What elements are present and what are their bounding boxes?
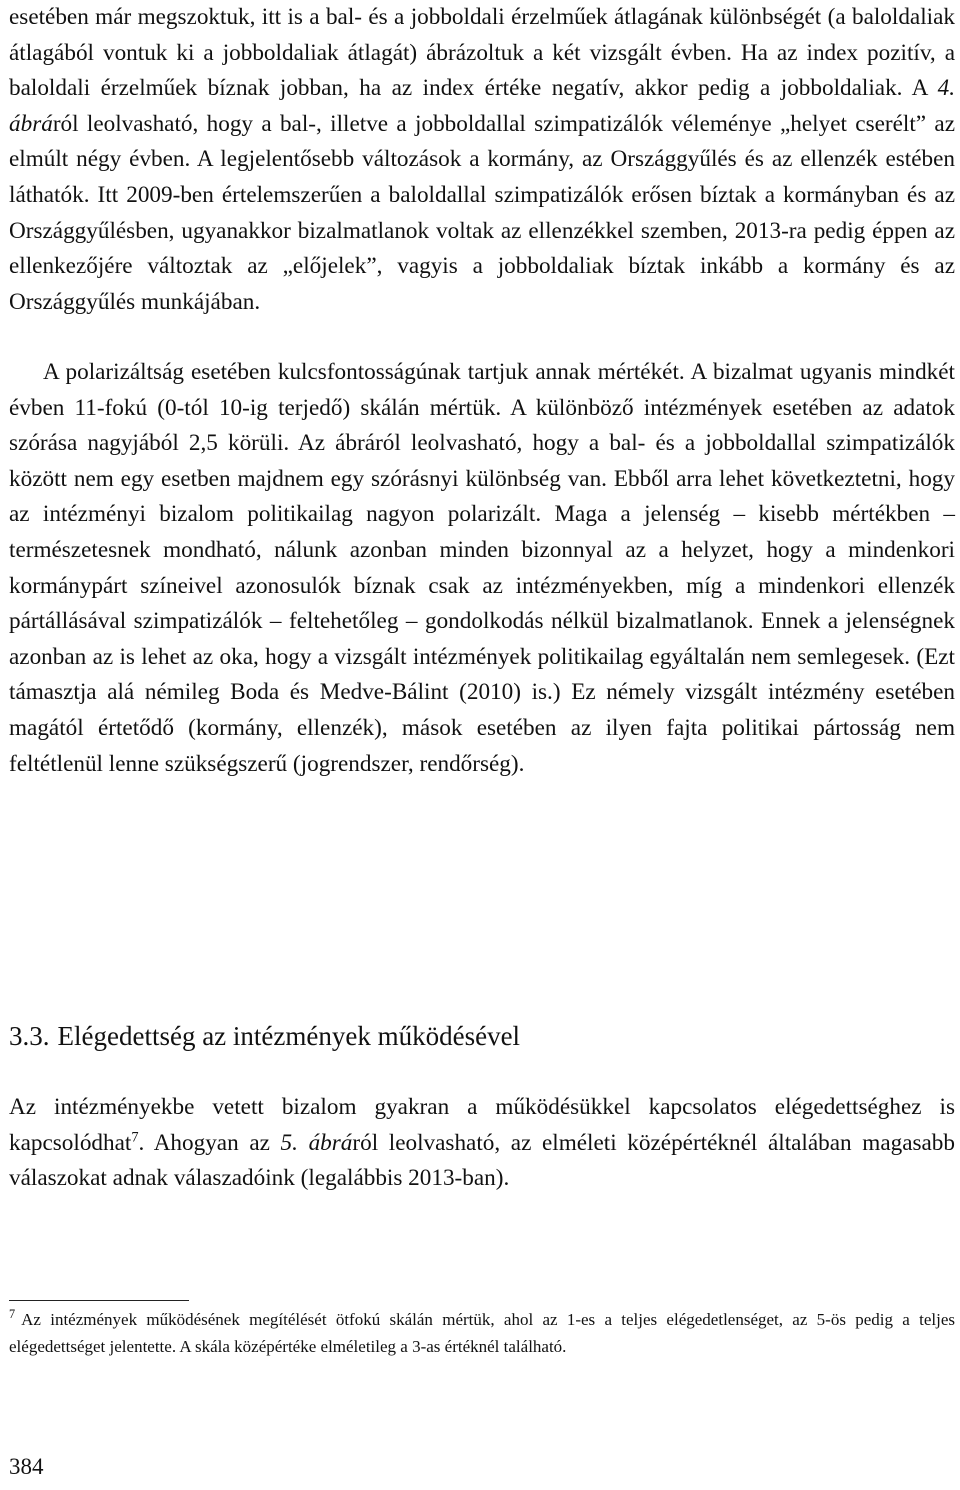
paragraph-text: ról leolvasható, hogy a bal-, illetve a jobboldallal szimpatizálók véleménye „helyet cserélt” az elmúlt négy évben. A legjelentősebb változások a kormány, az Országgyűlés és az ellenzék estében láthatók. Itt 2009-ben értelemszerűen a baloldallal szimpatizálók erősen bíztak a kormányban és az Országgyűlésben, ugyanakkor bizalmatlanok voltak az ellenzékkel szemben, 2013-ra pedig éppen az ellenkezőjére változtak az „előjelek”, vagyis a jobboldaliak bíztak inkább a kormány és az Országgyűlés munkájában.	[9, 110, 955, 315]
section-heading	[9, 1016, 955, 1056]
footnote	[9, 1307, 955, 1360]
paragraph-satisfaction	[9, 1090, 955, 1197]
paragraph-text: esetében már megszoktuk, itt is a bal- és a jobboldali érzelműek átlagának különbségét (a baloldaliak átlagából vontuk ki a jobboldaliak átlagát) ábrázoltuk a két vizsgált évben. Ha az index pozitív, a baloldali érzelműek bíznak jobban, ha az index értéke negatív, akkor pedig a jobboldaliak. A	[9, 4, 955, 102]
figure-reference: 4. ábrá	[9, 75, 955, 137]
paragraph-text: ról leolvasható, az elméleti középértéknél általában magasabb válaszokat adnak válaszadóink (legalábbis 2013-ban).	[9, 1129, 955, 1192]
footnote-reference[interactable]: 7	[131, 1128, 139, 1145]
figure-reference: 5. ábrá	[280, 1129, 353, 1156]
footnote-divider	[9, 1300, 189, 1301]
paragraph-text: . Ahogyan az	[138, 1129, 281, 1156]
section-title: Elégedettség az intézmények működésével	[57, 1021, 521, 1051]
page-number: 384	[9, 1454, 44, 1479]
footnote-text: Az intézmények működésének megítélését ötfokú skálán mértük, ahol az 1-es a teljes elégedetlenséget, az 5-ös pedig a teljes elégedettséget jelentette. A skála középértéke elméletileg a 3-as értéknél található.	[9, 1310, 955, 1356]
paragraph-polarization-index	[9, 0, 955, 320]
footnote-mark: 7	[9, 1307, 16, 1322]
paragraph-polarization-degree: A polarizáltság esetében kulcsfontosságúnak tartjuk annak mértékét. A bizalmat ugyanis mindkét évben 11-fokú (0-tól 10-ig terjedő) skálán mértük. A különböző intézmények esetében az adatok szórása nagyjából 2,5 körüli. Az ábráról leolvasható, hogy a bal- és a jobboldallal szimpatizálók között nem egy esetben majdnem egy szórásnyi különbség van. Ebből arra lehet következtetni, hogy az intézményi bizalom politikailag nagyon polarizált. Maga a jelenség – kisebb mértékben – természetesnek mondható, nálunk azonban minden bizonnyal az a helyzet, hogy a mindenkori kormánypárt színeivel azonosulók bíznak csak az intézményekben, míg a mindenkori ellenzék pártállásával szimpatizálók – feltehetőleg – gondolkodás nélkül bizalmatlanok. Ennek a jelenségnek azonban az is lehet az oka, hogy a vizsgált intézmények politikailag egyáltalán nem semlegesek. (Ezt támasztja alá némileg Boda és Medve-Bálint (2010) is.) Ez némely vizsgált intézmény esetében magától értetődő (kormány, ellenzék), mások esetében az ilyen fajta politikai pártosság nem feltétlenül lenne szükségszerű (jogrendszer, rendőrség).	[9, 359, 955, 777]
paragraph-text: Az intézményekbe vetett bizalom gyakran a működésükkel kapcsolatos elégedettséghez is kapcsolódhat	[9, 1094, 955, 1156]
section-number: 3.3.	[9, 1021, 50, 1051]
